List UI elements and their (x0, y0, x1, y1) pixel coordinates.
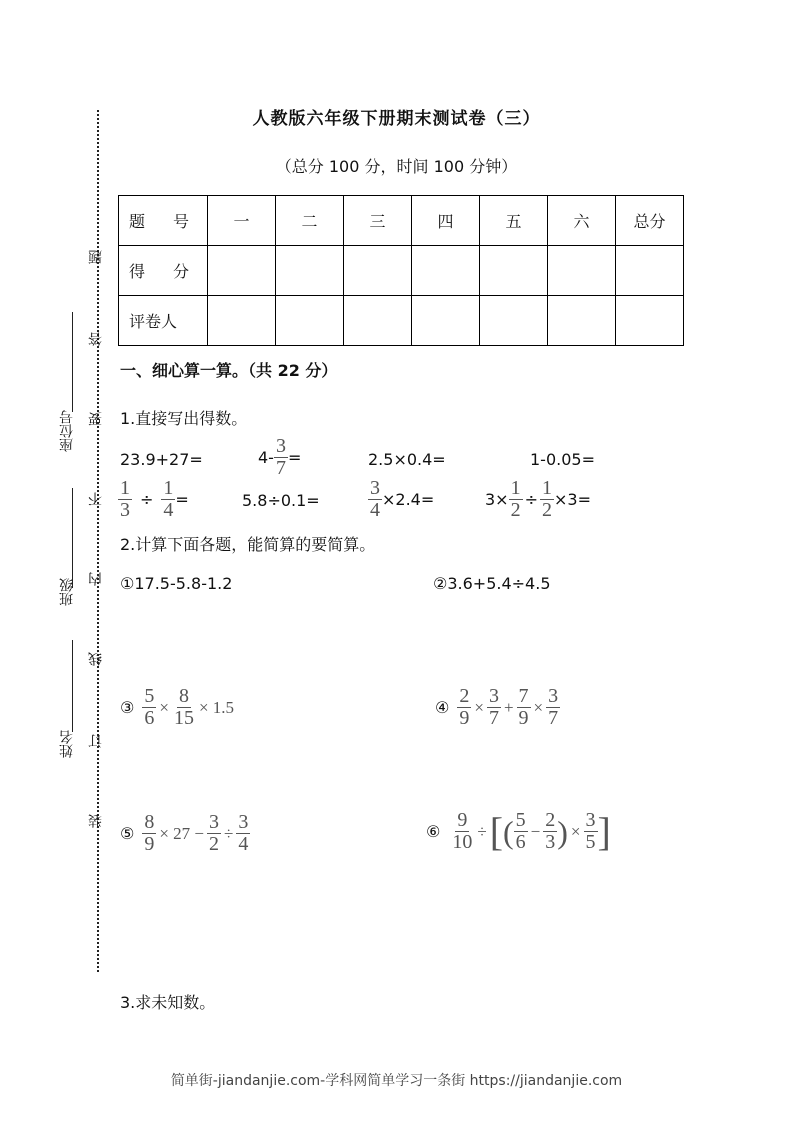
fraction-3-7: $\frac{3}{7}$ (488, 685, 499, 729)
score-table-header-row (119, 196, 684, 246)
header-cell-total: 总分 (616, 196, 684, 246)
q1-item-8: 3× $\frac{1}{2}$ ÷ $\frac{1}{2}$ ×3= (485, 477, 591, 521)
seat-number-label: 座位号 (59, 410, 75, 452)
fraction-3-2: $\frac{3}{2}$ (209, 811, 220, 855)
q1-item-1: 23.9+27= (120, 450, 203, 469)
header-cell-3: 三 (344, 196, 412, 246)
score-cell[interactable] (276, 246, 344, 296)
score-cell[interactable] (344, 246, 412, 296)
q1-item-7: $\frac{3}{4}$ ×2.4= (370, 477, 435, 521)
page-title: 人教版六年级下册期末测试卷（三） (252, 109, 541, 129)
right-bracket: ] (597, 808, 611, 854)
grader-cell[interactable] (208, 296, 276, 346)
grader-row (119, 296, 684, 346)
binding-hint-8: 装 (88, 814, 104, 828)
class-line (72, 488, 73, 588)
q1-label: 1.直接写出得数。 (120, 409, 248, 428)
grader-cell[interactable] (548, 296, 616, 346)
header-cell-5: 五 (480, 196, 548, 246)
grader-cell[interactable] (480, 296, 548, 346)
q1-item-3: 2.5×0.4= (368, 450, 446, 469)
binding-dotted-line (97, 110, 99, 972)
score-cell[interactable] (208, 246, 276, 296)
binding-hint-5: 内 (88, 572, 104, 586)
header-cell-6: 六 (548, 196, 616, 246)
score-cell[interactable] (480, 246, 548, 296)
page-footer: 简单街-jiandanjie.com-学科网简单学习一条街 https://jiandanjie.com (170, 1073, 623, 1089)
q2-label: 2.计算下面各题，能简算的要简算。 (120, 535, 376, 554)
q1-item-2: 4- $\frac{3}{7}$ = (258, 435, 302, 479)
score-row (119, 246, 684, 296)
fraction-8-15: $\frac{8}{15}$ (173, 685, 194, 729)
grader-cell[interactable] (344, 296, 412, 346)
fraction-7-9: $\frac{7}{9}$ (518, 685, 529, 729)
binding-hint-2: 答 (88, 332, 104, 346)
score-table (118, 195, 684, 346)
class-label: 班级 (59, 578, 75, 606)
fraction-5-6: $\frac{5}{6}$ (515, 809, 526, 853)
fraction-1-3: $\frac{1}{3}$ (120, 477, 130, 521)
q3-label: 3.求未知数。 (120, 993, 216, 1012)
grader-cell[interactable] (616, 296, 684, 346)
grader-cell[interactable] (276, 296, 344, 346)
q2-problem-6: ⑥ $\frac{9}{10}$ ÷ [ ( $\frac{5}{6}$ − $\frac{2}{3}$ ) × $\frac{3}{5}$ ] (426, 808, 611, 854)
header-cell-4: 四 (412, 196, 480, 246)
q2-problem-2: ②3.6+5.4÷4.5 (433, 574, 551, 593)
fraction-2-9: $\frac{2}{9}$ (459, 685, 470, 729)
header-cell-2: 二 (276, 196, 344, 246)
fraction-3-4: $\frac{3}{4}$ (238, 811, 249, 855)
right-paren: ) (557, 813, 568, 850)
fraction-2-3: $\frac{2}{3}$ (545, 809, 556, 853)
fraction-8-9: $\frac{8}{9}$ (144, 811, 155, 855)
q2-problem-1: ①17.5-5.8-1.2 (120, 574, 233, 593)
q2-problem-3: ③ $\frac{5}{6}$ × $\frac{8}{15}$ × 1.5 (120, 685, 235, 729)
fraction-1-2: $\frac{1}{2}$ (510, 477, 521, 521)
score-row-label: 得 分 (119, 246, 208, 296)
name-label: 姓名 (59, 730, 75, 758)
q1-item-4: 1-0.05= (530, 450, 595, 469)
binding-hint-4: 不 (88, 492, 104, 506)
fraction-1-4: $\frac{1}{4}$ (163, 477, 174, 521)
page-subtitle: （总分 100 分，时间 100 分钟） (275, 157, 518, 176)
seat-number-line (72, 312, 73, 412)
score-cell[interactable] (548, 246, 616, 296)
binding-hint-3: 要 (88, 412, 104, 426)
left-paren: ( (503, 813, 514, 850)
fraction-3-4: $\frac{3}{4}$ (370, 477, 380, 521)
name-line (72, 640, 73, 732)
grader-row-label: 评卷人 (119, 296, 208, 346)
left-bracket: [ (489, 808, 504, 854)
binding-hint-1: 题 (88, 250, 104, 264)
fraction-3-7: $\frac{3}{7}$ (275, 435, 286, 479)
fraction-5-6: $\frac{5}{6}$ (144, 685, 155, 729)
grader-cell[interactable] (412, 296, 480, 346)
header-cell-1: 一 (208, 196, 276, 246)
score-cell[interactable] (616, 246, 684, 296)
fraction-1-2: $\frac{1}{2}$ (542, 477, 552, 521)
score-cell[interactable] (412, 246, 480, 296)
section-1-heading: 一、细心算一算。（共 22 分） (120, 361, 338, 380)
q2-problem-5: ⑤ $\frac{8}{9}$ × 27 − $\frac{3}{2}$ ÷ $\frac{3}{4}$ (120, 811, 249, 855)
q1-item-2-text: 4- (258, 448, 274, 467)
fraction-9-10: $\frac{9}{10}$ (452, 809, 473, 853)
binding-hint-6: 线 (88, 652, 104, 666)
q1-item-6: 5.8÷0.1= (242, 491, 320, 510)
header-cell-label: 题 号 (119, 196, 208, 246)
fraction-3-5: $\frac{3}{5}$ (585, 809, 596, 853)
q2-problem-4: ④ $\frac{2}{9}$ × $\frac{3}{7}$ + $\frac{7}{9}$ × $\frac{3}{7}$ (435, 685, 559, 729)
binding-hint-7: 订 (88, 734, 104, 748)
q1-item-5: $\frac{1}{3}$ ÷ $\frac{1}{4}$ = (120, 477, 189, 521)
fraction-3-7: $\frac{3}{7}$ (548, 685, 559, 729)
